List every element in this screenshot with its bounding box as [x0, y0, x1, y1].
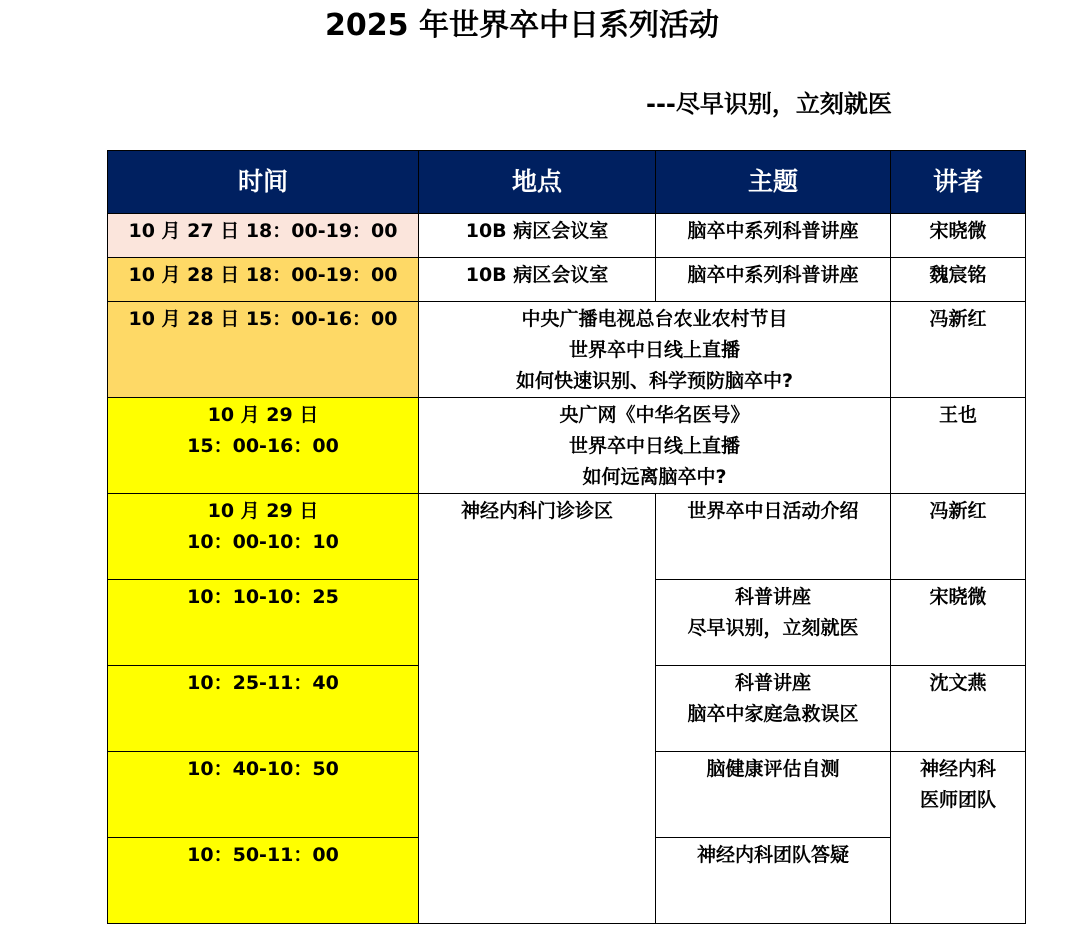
topic-cell — [656, 666, 891, 752]
time-cell — [108, 494, 419, 580]
table-row — [108, 302, 1026, 398]
topic-text: 脑卒中系列科普讲座 — [687, 264, 859, 286]
time-text: 10 月 27 日 18：00-19：00 — [128, 220, 398, 242]
speaker-cell — [891, 398, 1026, 494]
place-text: 10B 病区会议室 — [465, 220, 609, 242]
time-cell — [108, 580, 419, 666]
speaker-cell — [891, 494, 1026, 580]
page-subtitle: ---尽早识别，立刻就医 — [646, 90, 892, 118]
time-cell — [108, 398, 419, 494]
place-cell — [419, 258, 656, 302]
place-topic-text: 央广网《中华名医号》 — [559, 404, 750, 426]
topic-cell — [656, 214, 891, 258]
place-cell — [419, 214, 656, 258]
topic-cell — [656, 752, 891, 838]
time-cell — [108, 214, 419, 258]
topic-cell — [656, 258, 891, 302]
time-text: 10：00-10：10 — [187, 531, 339, 553]
speaker-text: 冯新红 — [929, 500, 987, 522]
speaker-text: 宋晓微 — [929, 220, 987, 242]
speaker-cell — [891, 258, 1026, 302]
header-time: 时间 — [108, 151, 419, 214]
speaker-cell — [891, 302, 1026, 398]
time-text: 10：50-11：00 — [187, 844, 339, 866]
topic-text: 科普讲座 — [734, 672, 811, 694]
speaker-text: 医师团队 — [919, 789, 996, 811]
place-topic-text: 如何远离脑卒中? — [582, 466, 727, 488]
speaker-text: 王也 — [938, 404, 977, 426]
schedule-table — [107, 150, 1026, 924]
speaker-cell — [891, 666, 1026, 752]
time-cell — [108, 838, 419, 924]
speaker-text: 冯新红 — [929, 308, 987, 330]
header-topic: 主题 — [656, 151, 891, 214]
place-text: 10B 病区会议室 — [465, 264, 609, 286]
place-topic-text: 如何快速识别、科学预防脑卒中? — [515, 370, 794, 392]
table-header-row — [108, 151, 1026, 214]
speaker-text: 宋晓微 — [929, 586, 987, 608]
time-cell — [108, 258, 419, 302]
time-text: 10 月 29 日 — [207, 404, 319, 426]
table-row — [108, 214, 1026, 258]
place-topic-text: 中央广播电视总台农业农村节目 — [521, 308, 788, 330]
time-text: 10：40-10：50 — [187, 758, 339, 780]
table-row — [108, 494, 1026, 580]
time-text: 10 月 29 日 — [207, 500, 319, 522]
table-row — [108, 398, 1026, 494]
time-text: 10：10-10：25 — [187, 586, 339, 608]
time-text: 10：25-11：40 — [187, 672, 339, 694]
speaker-cell — [891, 214, 1026, 258]
speaker-text: 沈文燕 — [929, 672, 987, 694]
topic-text: 神经内科团队答疑 — [696, 844, 849, 866]
place-topic-cell — [419, 398, 891, 494]
time-text: 10 月 28 日 15：00-16：00 — [128, 308, 398, 330]
place-topic-text: 世界卒中日线上直播 — [568, 435, 740, 457]
time-cell — [108, 302, 419, 398]
topic-cell — [656, 580, 891, 666]
topic-cell — [656, 838, 891, 924]
place-cell — [419, 494, 656, 924]
speaker-text: 神经内科 — [919, 758, 996, 780]
time-cell — [108, 752, 419, 838]
topic-text: 世界卒中日活动介绍 — [687, 500, 859, 522]
topic-text: 脑卒中系列科普讲座 — [687, 220, 859, 242]
topic-text: 脑卒中家庭急救误区 — [687, 703, 859, 725]
place-topic-cell — [419, 302, 891, 398]
time-text: 15：00-16：00 — [187, 435, 339, 457]
header-place: 地点 — [419, 151, 656, 214]
topic-text: 脑健康评估自测 — [706, 758, 840, 780]
time-text: 10 月 28 日 18：00-19：00 — [128, 264, 398, 286]
topic-text: 科普讲座 — [734, 586, 811, 608]
time-cell — [108, 666, 419, 752]
speaker-text: 魏宸铭 — [929, 264, 987, 286]
place-text: 神经内科门诊诊区 — [460, 500, 613, 522]
speaker-cell — [891, 580, 1026, 666]
speaker-cell — [891, 752, 1026, 924]
table-row — [108, 258, 1026, 302]
place-topic-text: 世界卒中日线上直播 — [568, 339, 740, 361]
topic-cell — [656, 494, 891, 580]
page-title: 2025 年世界卒中日系列活动 — [325, 8, 719, 43]
header-speaker: 讲者 — [891, 151, 1026, 214]
topic-text: 尽早识别，立刻就医 — [687, 617, 859, 639]
